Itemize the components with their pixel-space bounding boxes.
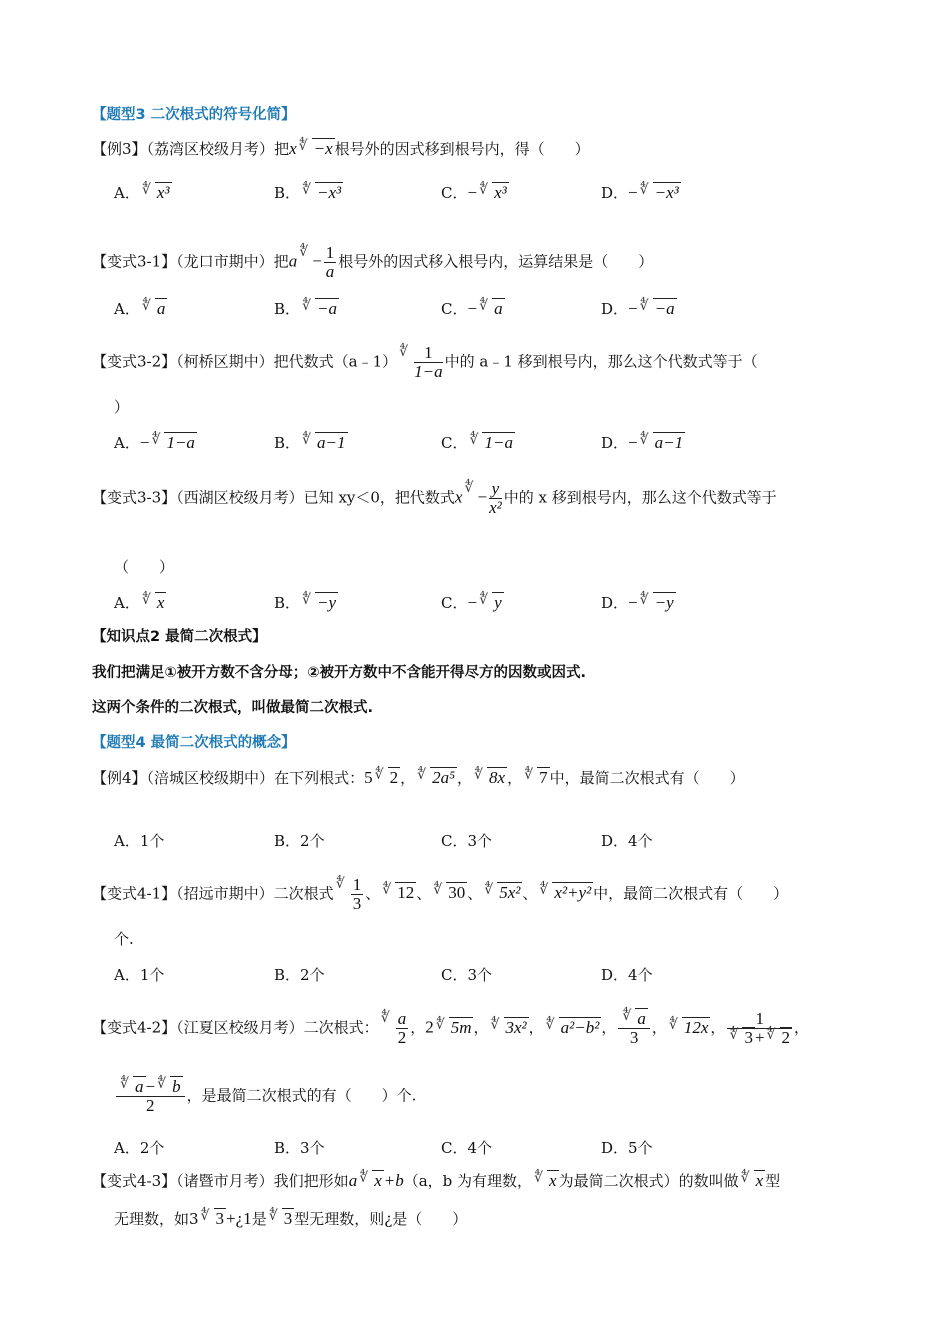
radicand: 3 (744, 1028, 753, 1047)
variant-3-3-continuation: （ ） (114, 558, 175, 576)
radical (669, 1017, 711, 1039)
radicand: −x³ (654, 183, 679, 202)
option-c[interactable]: C．3个 (441, 966, 493, 984)
option-c[interactable]: C．4个 (441, 1139, 493, 1157)
radical (479, 590, 504, 616)
radicand: 3x² (505, 1017, 527, 1037)
radical (302, 430, 347, 456)
separator: 、 (416, 884, 432, 903)
denominator: 2 (146, 1096, 155, 1115)
option-letter: D． (601, 300, 629, 318)
variant-4-3-question (92, 1170, 780, 1192)
denominator: 2 (397, 1028, 407, 1048)
radicand: y (494, 593, 502, 612)
option-c[interactable]: C．3个 (441, 832, 493, 850)
math-var: a (288, 251, 298, 271)
radicand: −x³ (317, 183, 342, 202)
example-label: 【变式4-1】 (92, 884, 177, 903)
source-label: （西湖区校级月考） (176, 488, 304, 507)
radicand: a (494, 299, 503, 318)
option-letter: C． (441, 434, 468, 452)
coefficient: 5 (364, 768, 373, 787)
fraction (324, 244, 337, 281)
option-letter: D． (601, 184, 629, 202)
option-d[interactable] (601, 590, 676, 616)
option-letter: A． (114, 594, 140, 612)
radical (539, 882, 593, 904)
example-3-question (92, 138, 590, 160)
question-text: 为最简二次根式）的数叫做 (558, 1172, 739, 1190)
option-a[interactable] (114, 180, 172, 206)
radical (524, 767, 550, 789)
radical (767, 1029, 793, 1047)
sign: − (628, 593, 638, 612)
question-text: 把 (273, 252, 289, 271)
variant-3-1-question (92, 244, 653, 281)
option-letter: B． (274, 184, 301, 202)
radical (436, 1017, 474, 1039)
source-label: （涪城区校级期中） (146, 769, 275, 787)
radical (142, 590, 167, 616)
radical (302, 590, 338, 616)
sign: − (467, 183, 478, 202)
option-a[interactable] (114, 590, 166, 616)
radical (201, 1208, 227, 1230)
denominator: 1−a (414, 362, 443, 381)
question-text: 把 (274, 140, 290, 158)
option-letter: C． (441, 594, 468, 612)
radicand: 5x² (499, 883, 521, 903)
radicand: 12x (683, 1017, 709, 1037)
option-letter: C． (441, 184, 468, 202)
radicand: x (374, 1171, 382, 1190)
separator: ， (601, 1018, 617, 1037)
radical (302, 180, 343, 206)
question-text: 型 (765, 1172, 781, 1190)
radical (151, 430, 196, 456)
variant-3-2-question (92, 344, 758, 381)
option-letter: B． (274, 594, 301, 612)
radicand: −x (313, 139, 333, 158)
separator: ， (651, 1018, 667, 1037)
radical (622, 1010, 648, 1028)
radical (269, 1208, 295, 1230)
radicand: b (172, 1077, 181, 1096)
option-c[interactable] (441, 590, 504, 616)
radical (534, 1170, 559, 1192)
radicand: 30 (448, 883, 466, 903)
separator: ， (410, 1018, 426, 1037)
radicand: a²−b² (560, 1017, 600, 1037)
example-4-question: 【例4】（涪城区校级期中）在下列根式：5∜ 2 ，∜ 2a⁵ ，∜ 8x ，∜ 7 中，最简二次根式有（ ） (92, 767, 745, 789)
coefficient: 2 (425, 1017, 434, 1037)
question-text: 中，最简二次根式有（ ） (593, 884, 789, 903)
source-label: （龙口市期中） (176, 252, 274, 271)
radical (359, 1170, 384, 1192)
sign: − (628, 433, 638, 452)
options-example-4 (114, 828, 874, 858)
denominator (727, 1029, 792, 1047)
option-a[interactable]: A．1个 (114, 832, 165, 850)
radical (640, 590, 676, 616)
fraction (618, 1010, 650, 1047)
options-variant-4-1 (114, 962, 874, 992)
radicand: 1−a (166, 433, 195, 452)
option-d[interactable]: D．4个 (601, 966, 653, 984)
option-a[interactable]: A．1个 (114, 966, 165, 984)
fraction (414, 344, 442, 381)
separator: ， (794, 1018, 810, 1037)
radicand: 2 (389, 768, 399, 787)
section-title-type4: 【题型4 最简二次根式的概念】 (92, 735, 296, 751)
example-label: 【变式4-3】 (92, 1172, 177, 1190)
option-b[interactable]: B．2个 (274, 966, 325, 984)
operator: + (754, 1028, 765, 1047)
example-label: 【变式4-2】 (92, 1018, 177, 1037)
radical (491, 1017, 529, 1039)
radical (299, 244, 338, 281)
math-term: +¿1 (226, 1209, 252, 1228)
radical (640, 180, 681, 206)
radical (464, 480, 503, 517)
option-d[interactable]: D．4个 (601, 832, 653, 850)
denominator: x² (489, 498, 502, 517)
separator: ， (473, 1018, 489, 1037)
fraction (727, 1010, 792, 1047)
radicand: −a (654, 299, 675, 318)
option-b[interactable]: B．3个 (274, 1139, 325, 1157)
radicand: 8x (489, 768, 506, 787)
operator: − (145, 1077, 156, 1096)
radicand: 3 (283, 1209, 293, 1228)
numerator (618, 1010, 650, 1029)
question-text: 我们把形如 (273, 1172, 349, 1190)
option-b[interactable] (274, 180, 343, 206)
option-letter: C． (441, 300, 468, 318)
radical (479, 180, 509, 206)
radical (417, 767, 457, 789)
source-label: （诸暨市月考） (176, 1172, 274, 1190)
separator: 、 (467, 884, 483, 903)
math-var: x (289, 139, 297, 158)
sign: − (628, 183, 638, 202)
example-label: 【变式3-1】 (92, 252, 177, 271)
question-text: 二次根式 (273, 884, 334, 903)
option-letter: B． (274, 434, 301, 452)
radical (302, 296, 339, 322)
question-text: 是 (251, 1210, 267, 1228)
separator: ， (528, 1018, 544, 1037)
radicand: a (156, 299, 166, 318)
option-a[interactable]: A．2个 (114, 1139, 165, 1157)
question-text: 中的 a﹣1 移到根号内，那么这个代数式等于（ (444, 352, 758, 371)
variant-4-3-continuation (114, 1208, 467, 1230)
options-example-3 (114, 180, 874, 210)
option-c[interactable] (441, 296, 505, 322)
numerator: 1 (325, 243, 335, 262)
option-letter: D． (601, 594, 629, 612)
option-d[interactable] (601, 296, 677, 322)
sign: − (312, 251, 322, 271)
radical (142, 296, 168, 322)
option-letter: D． (601, 434, 629, 452)
option-a[interactable] (114, 296, 167, 322)
options-variant-3-2 (114, 430, 874, 460)
sign: − (628, 299, 638, 318)
radicand: a−1 (654, 433, 684, 452)
radicand: 3 (215, 1209, 225, 1228)
variant-4-1-question (92, 876, 788, 913)
source-label: （江夏区校级月考） (176, 1018, 304, 1037)
option-letter: A． (114, 184, 140, 202)
radical (399, 344, 444, 381)
option-d[interactable]: D．5个 (601, 1139, 653, 1157)
knowledge-point-2-title: 【知识点2 最简二次根式】 (92, 629, 267, 645)
question-text: 型无理数，则¿是（ ） (294, 1210, 468, 1228)
fraction (116, 1078, 185, 1115)
denominator: 3 (352, 894, 362, 913)
section-title-type3: 【题型3 二次根式的符号化简】 (92, 107, 296, 123)
question-text: 中的 x 移到根号内，那么这个代数式等于 (503, 488, 777, 507)
question-text: （a，b 为有理数， (403, 1172, 533, 1190)
option-letter: A． (114, 300, 140, 318)
radicand: −a (317, 299, 338, 318)
radicand: x²+y² (554, 883, 592, 903)
question-text: 二次根式： (303, 1018, 379, 1037)
math-var: x (454, 487, 463, 507)
option-c[interactable] (441, 430, 515, 456)
radical (157, 1078, 183, 1096)
variant-4-2-continuation (114, 1078, 416, 1115)
radical (142, 180, 172, 206)
denominator: a (325, 262, 335, 281)
radical (741, 1170, 766, 1192)
sign: − (477, 487, 488, 507)
radicand: a (637, 1009, 646, 1028)
radicand: x³ (494, 183, 507, 202)
question-text: 把代数式（a﹣1） (273, 352, 398, 371)
source-label: （柯桥区期中） (176, 352, 274, 371)
options-variant-4-2 (114, 1135, 874, 1165)
fraction (396, 1010, 409, 1047)
question-text: 根号外的因式移入根号内，运算结果是（ ） (338, 252, 654, 271)
variant-4-1-continuation: 个. (114, 930, 134, 948)
numerator: y (489, 480, 502, 499)
radical (382, 882, 416, 904)
radicand: 5m (450, 1017, 472, 1037)
question-text: 在下列根式： (274, 769, 365, 787)
option-d[interactable] (601, 430, 685, 456)
option-letter: B． (274, 300, 301, 318)
options-variant-3-3 (114, 590, 874, 620)
options-variant-3-1 (114, 296, 874, 326)
radical (640, 296, 677, 322)
example-label: 【变式3-2】 (92, 352, 177, 371)
example-label: 【例3】 (92, 140, 147, 158)
option-letter: A． (114, 434, 140, 452)
variant-3-2-continuation: ） (114, 398, 130, 416)
source-label: （招远市期中） (176, 884, 274, 903)
question-text: 已知 xy＜0，把代数式 (303, 488, 455, 507)
option-b[interactable] (274, 296, 339, 322)
question-text: ，是最简二次根式的有（ ）个. (186, 1086, 417, 1105)
separator: ， (710, 1018, 726, 1037)
math-term: +b (383, 1171, 404, 1190)
math-var: a (348, 1171, 358, 1190)
radicand: −y (654, 593, 674, 612)
radicand: x (549, 1171, 557, 1190)
option-b[interactable] (274, 430, 348, 456)
option-b[interactable]: B．2个 (274, 832, 325, 850)
radicand: x (755, 1171, 764, 1190)
example-label: 【变式3-3】 (92, 488, 177, 507)
radical (336, 876, 366, 913)
radical (299, 138, 335, 160)
source-label: （荔湾区校级月考） (146, 140, 275, 158)
fraction (351, 876, 364, 913)
option-d[interactable] (601, 180, 681, 206)
fraction (489, 480, 502, 517)
option-a[interactable] (114, 430, 197, 456)
knowledge-line-2: 这两个条件的二次根式，叫做最简二次根式. (92, 700, 374, 716)
denominator: 3 (629, 1028, 639, 1047)
radical (474, 767, 507, 789)
separator: 、 (365, 884, 381, 903)
question-text: 根号外的因式移到根号内，得（ ） (334, 140, 590, 158)
numerator: 1 (727, 1010, 792, 1029)
radical (479, 296, 505, 322)
radical (469, 430, 514, 456)
knowledge-line-1: 我们把满足①被开方数不含分母；②被开方数中不含能开得尽方的因数或因式. (92, 665, 587, 681)
variant-3-3-question (92, 480, 777, 517)
radical (433, 882, 467, 904)
radicand: 2 (781, 1028, 791, 1047)
separator: 、 (522, 884, 538, 903)
radicand: a−1 (317, 433, 346, 452)
radical (381, 1010, 411, 1047)
radicand: 2a⁵ (432, 768, 456, 787)
option-c[interactable] (441, 180, 509, 206)
sign: − (467, 299, 478, 318)
sign: − (467, 593, 478, 612)
radicand: 1−a (484, 433, 513, 452)
example-label: 【例4】 (92, 769, 147, 787)
sign: − (139, 433, 150, 452)
radicand: 7 (539, 768, 548, 787)
variant-4-2-question (92, 1010, 809, 1047)
radical (640, 430, 685, 456)
numerator: ∜ 1 (352, 875, 362, 894)
radical (484, 882, 522, 904)
radicand: 12 (397, 883, 415, 903)
numerator: ∜ 1 (414, 344, 442, 363)
radicand: a (135, 1077, 144, 1096)
radicand: x (156, 593, 165, 612)
numerator (116, 1078, 185, 1097)
radicand: −y (317, 593, 337, 612)
radical (546, 1017, 602, 1039)
numerator: ∜ a (397, 1009, 407, 1029)
option-b[interactable] (274, 590, 338, 616)
question-text: 中，最简二次根式有（ ） (549, 769, 745, 787)
radical (375, 767, 401, 789)
question-text: 无理数，如3 (114, 1210, 199, 1228)
radical (120, 1078, 146, 1096)
radical (729, 1029, 755, 1047)
radicand: x³ (156, 183, 170, 202)
